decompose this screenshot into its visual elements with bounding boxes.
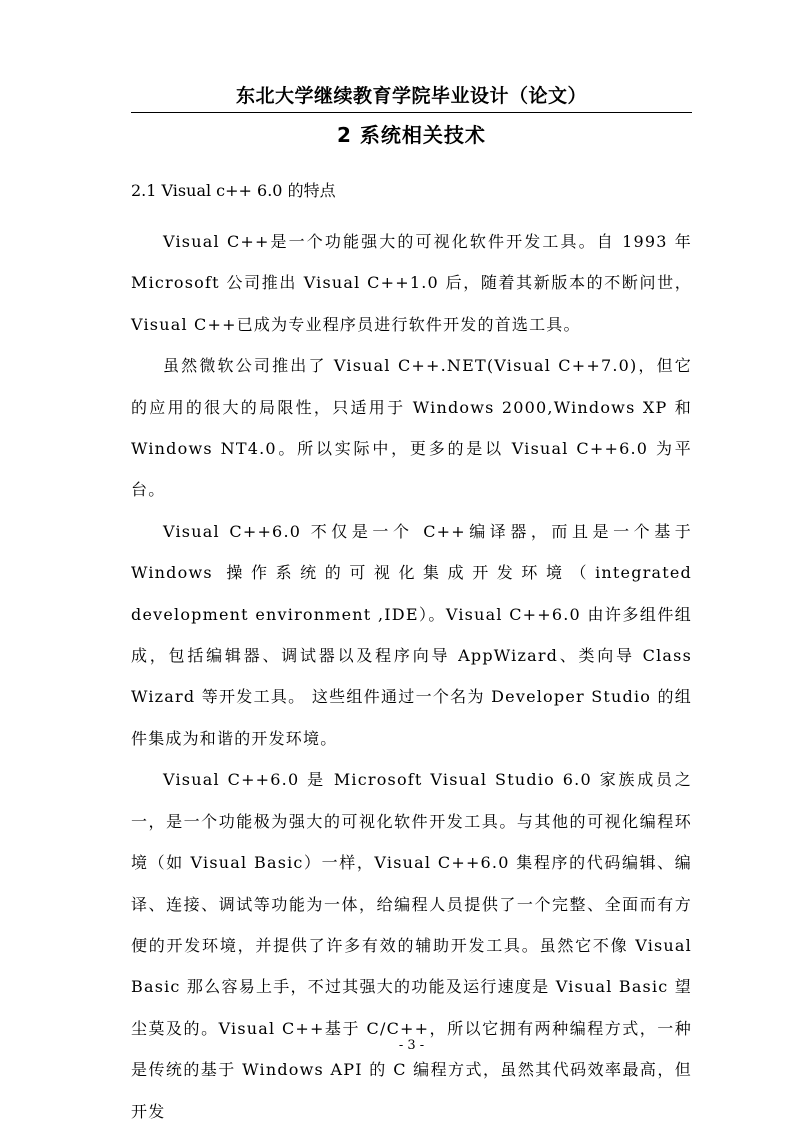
chapter-title: 2 系统相关技术 [337, 123, 486, 147]
header-rule [131, 112, 692, 113]
page-number: - 3 - [398, 1038, 425, 1053]
document-header: 东北大学继续教育学院毕业设计（论文） [235, 85, 587, 107]
paragraph: 虽然微软公司推出了 Visual C++.NET(Visual C++7.0)，但它的应用的很大的局限性，只适用于 Windows 2000,Windows XP 和 Windows NT4.0。所以实际中，更多的是以 Visual C++6.0 为平台。 [131, 356, 692, 500]
paragraph: Visual C++6.0 不仅是一个 C++编译器，而且是一个基于 Windows 操作系统的可视化集成开发环境（integrated development environment ,IDE）。Visual C++6.0 由许多组件组成，包括编辑器、调试器以及程序向导 AppWizard、类向导 Class Wizard 等开发工具。 这些组件通过一个名为 Developer Studio 的组件集成为和谐的开发环境。 [131, 521, 692, 748]
paragraph: Visual C++是一个功能强大的可视化软件开发工具。自 1993 年 Microsoft 公司推出 Visual C++1.0 后，随着其新版本的不断问世，Visual C++已成为专业程序员进行软件开发的首选工具。 [131, 232, 692, 334]
section-title: 2.1 Visual c++ 6.0 的特点 [131, 181, 336, 200]
paragraph: Visual C++6.0 是 Microsoft Visual Studio 6.0 家族成员之一，是一个功能极为强大的可视化软件开发工具。与其他的可视化编程环境（如 Visual Basic）一样，Visual C++6.0 集程序的代码编辑、编译、连接、调试等功能为一体，给编程人员提供了一个完整、全面而有方便的开发环境，并提供了许多有效的辅助开发工具。虽然它不像 Visual Basic 那么容易上手，不过其强大的功能及运行速度是 Visual Basic 望尘莫及的。Visual C++基于 C/C++，所以它拥有两种编程方式，一种是传统的基于 Windows API 的 C 编程方式，虽然其代码效率最高，但开发 [131, 770, 692, 1121]
body-text [131, 221, 692, 1132]
